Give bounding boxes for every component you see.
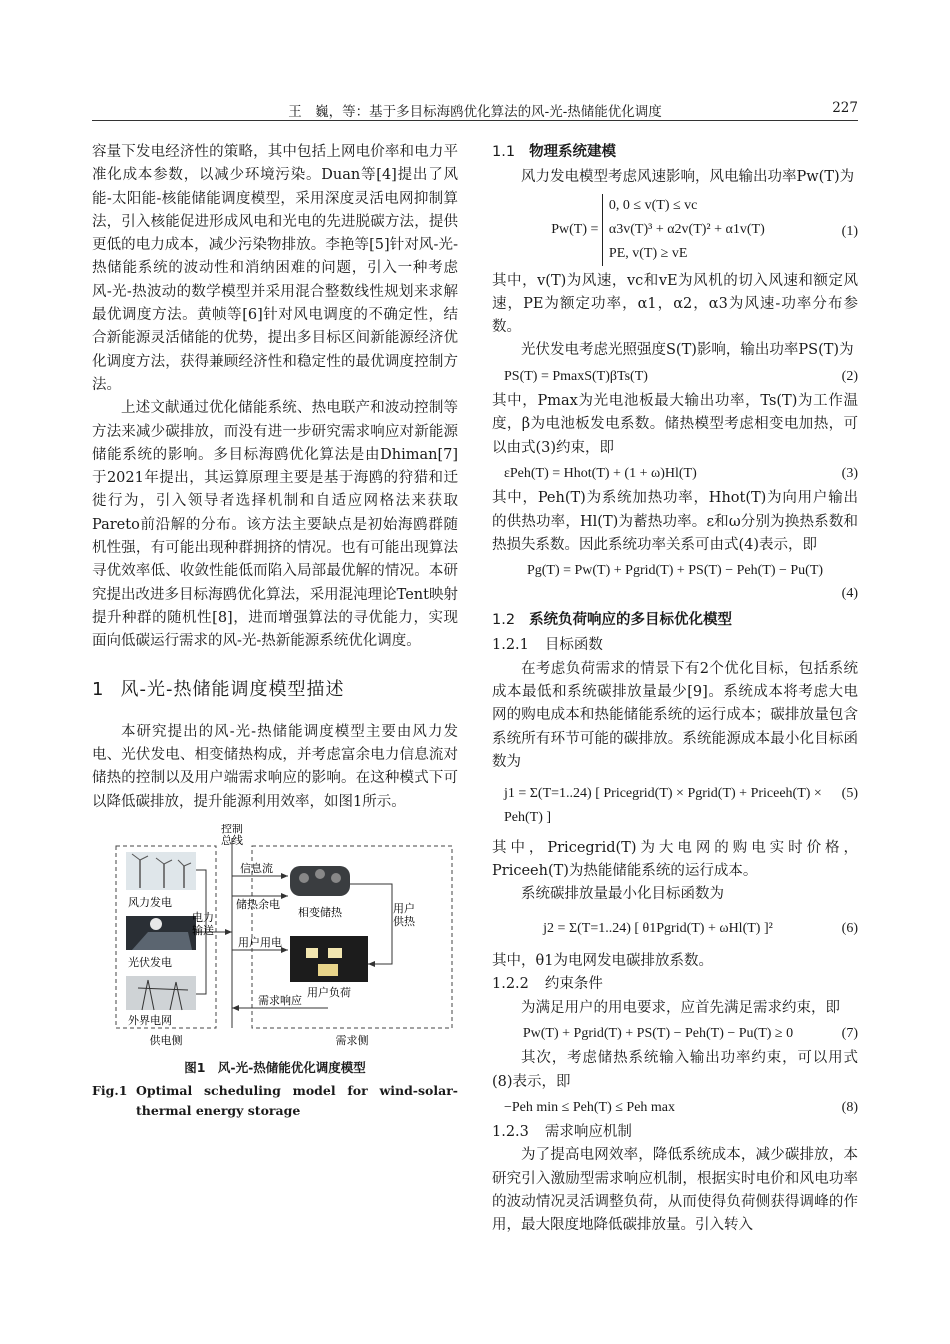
paragraph: 本研究提出的风-光-热储能调度模型主要由风力发电、光伏发电、相变储热构成，并考虑富余电力信息流对储热的控制以及用户端需求响应的影响。在这种模式下可以降低碳排放，提升能源利用效率，如图1所示。	[92, 723, 458, 810]
supply-side-label: 供电侧	[149, 1034, 183, 1048]
subsection-title: 系统负荷响应的多目标优化模型	[529, 612, 733, 629]
info-flow-label: 信息流	[240, 862, 273, 876]
subsubsection-title: 约束条件	[544, 976, 603, 993]
equation-number: (8)	[841, 1099, 858, 1115]
figure-caption-cn: 图1 风-光-热储能优化调度模型	[184, 1060, 366, 1076]
figure-caption-label: Fig.1	[92, 1083, 128, 1099]
equation-4	[492, 559, 858, 605]
solar-panel-icon	[126, 916, 196, 950]
figure-1	[92, 824, 458, 1052]
equation-number: (6)	[841, 920, 858, 936]
paragraph: 其中，Peh(T)为系统加热功率，Hhot(T)为向用户输出的供热功率，Hl(T)为蓄热功率。ε和ω分别为换热系数和热损失系数。因此系统功率关系可由式(4)表示，即	[492, 490, 858, 553]
equation-3-body: εPeh(T) = Hhot(T) + (1 + ω)Hl(T)	[504, 465, 697, 481]
paragraph: 风力发电模型考虑风速影响，风电输出功率Pw(T)为	[521, 169, 855, 186]
equation-number: (1)	[841, 223, 858, 239]
surplus-heat-label: 储热余电	[236, 898, 280, 912]
paragraph: 在考虑负荷需求的情景下有2个优化目标，包括系统成本最低和系统碳排放量最少[9]。系统成本将考虑大电网的购电成本和热能储能系统的运行成本；碳排放量包含系统所有环节可能的碳排放。系统能源成本最小化目标函数为	[492, 660, 858, 770]
equation-8	[492, 1096, 858, 1119]
figure-caption-en	[92, 1081, 458, 1121]
power-tx-label-2: 输送	[192, 924, 214, 938]
paragraph: 容量下发电经济性的策略，其中包括上网电价率和电力平准化成本参数，以减少环境污染。Duan等[4]提出了风能-太阳能-核能储能调度模型，采用深度灵活电网抑制算法，引入核能促进形成风电和光电的先进脱碳方法，提供更低的电力成本，减少污染物排放。李艳等[5]针对风-光-热储能系统的波动性和消纳困难的问题，引入一种考虑风-光-热波动的数学模型并采用混合整数线性规划来求解最优调度方法。黄帧等[6]针对风电调度的不确定性，结合新能源灵活储能的优势，提出多目标区间新能源经济优化调度方法，获得兼顾经济性和稳定性的最优调度控制方法。	[92, 144, 458, 393]
pv-label: 光伏发电	[128, 956, 172, 970]
subsection-number: 1.1	[492, 144, 516, 160]
left-column	[92, 141, 458, 1121]
equation-number: (4)	[841, 586, 858, 602]
phase-change-label: 相变储热	[298, 906, 342, 920]
subsection-number: 1.2	[492, 612, 516, 629]
grid-label: 外界电网	[128, 1014, 172, 1028]
subsubsection-heading	[492, 1121, 858, 1144]
control-bus-label-2: 总线	[221, 834, 243, 848]
equation-3	[492, 462, 858, 485]
subsubsection-number: 1.2.2	[492, 976, 529, 993]
running-header	[92, 96, 858, 121]
paragraph: 为满足用户的用电要求，应首先满足需求约束，即	[521, 999, 840, 1016]
user-load-icon	[290, 936, 368, 982]
section-heading	[92, 678, 458, 701]
equation-number: (7)	[841, 1025, 858, 1041]
subsubsection-number: 1.2.3	[492, 1124, 529, 1141]
right-column	[492, 141, 858, 1238]
paragraph: 其中，θ1为电网发电碳排放系数。	[492, 953, 713, 970]
power-grid-icon	[126, 976, 196, 1010]
equation-6	[492, 917, 858, 940]
subsubsection-heading	[492, 634, 858, 657]
subsection-heading	[492, 141, 858, 164]
paragraph: 其中，Pricegrid(T)为大电网的购电实时价格，Priceeh(T)为热能储能系统的运行成本。	[492, 839, 858, 880]
equation-1-case-3: PE, v(T) ≥ vE	[608, 245, 688, 261]
equation-1-lhs: Pw(T) =	[551, 221, 599, 237]
paragraph: 其中，v(T)为风速，vc和vE为风机的切入风速和额定风速，PE为额定功率，α1，α2，α3为风速-功率分布参数。	[492, 272, 858, 336]
subsection-title: 物理系统建模	[529, 144, 617, 160]
equation-4-body: Pg(T) = Pw(T) + Pgrid(T) + PS(T) − Peh(T) − Pu(T)	[526, 563, 824, 579]
page-number: 227	[832, 100, 858, 116]
running-title: 王 巍，等：基于多目标海鸥优化算法的风-光-热储能优化调度	[288, 104, 662, 120]
control-bus-label-1: 控制	[221, 824, 243, 836]
equation-1-case-1: 0, 0 ≤ v(T) ≤ vc	[608, 197, 698, 213]
user-load-label: 用户负荷	[307, 986, 351, 1000]
subsubsection-title: 需求响应机制	[544, 1124, 632, 1141]
user-power-label: 用户用电	[238, 936, 282, 950]
equation-1-case-2: α3v(T)³ + α2v(T)² + α1v(T)	[608, 221, 765, 237]
paragraph: 系统碳排放量最小化目标函数为	[521, 886, 724, 903]
subsubsection-number: 1.2.1	[492, 637, 529, 654]
equation-5	[492, 782, 858, 829]
equation-6-body: j2 = Σ(T=1..24) [ θ1Pgrid(T) + ωHl(T) ]²	[543, 920, 773, 936]
subsubsection-heading	[492, 973, 858, 996]
demand-side-label: 需求侧	[335, 1034, 369, 1048]
demand-response-label: 需求响应	[258, 994, 302, 1008]
power-tx-label-1: 电力	[192, 911, 214, 925]
subsection-heading	[492, 609, 858, 632]
scheduling-model-diagram	[92, 824, 458, 1052]
equation-5-body: j1 = Σ(T=1..24) [ Pricegrid(T) × Pgrid(T) + Priceeh(T) × Peh(T) ]	[504, 786, 822, 825]
equation-7-body: Pw(T) + Pgrid(T) + PS(T) − Peh(T) − Pu(T) ≥ 0	[522, 1025, 794, 1041]
equation-2-body: PS(T) = PmaxS(T)βTs(T)	[504, 368, 648, 384]
phase-change-storage-icon	[290, 866, 350, 896]
figure-caption-text: Optimal scheduling model for wind-solar-thermal energy storage	[136, 1083, 458, 1119]
paragraph: 为了提高电网效率，降低系统成本，减少碳排放，本研究引入激励型需求响应机制，根据实时电价和风电功率的波动情况灵活调整负荷，从而使得负荷侧获得调峰的作用，最大限度地降低碳排放量。引入转入	[492, 1147, 858, 1234]
equation-2	[492, 365, 858, 388]
equation-8-body: −Peh min ≤ Peh(T) ≤ Peh max	[504, 1099, 676, 1115]
paragraph: 其次，考虑储热系统输入输出功率约束，可以用式(8)表示，即	[492, 1050, 858, 1090]
user-heat-label-1: 用户	[393, 902, 415, 916]
paragraph: 上述文献通过优化储能系统、热电联产和波动控制等方法来减少碳排放，而没有进一步研究需求响应对新能源储能系统的影响。多目标海鸥优化算法是由Dhiman[7]于2021年提出，其运算原理主要是基于海鸥的狩猎和迁徙行为，引入领导者选择机制和自适应网格法来获取Pareto前沿解的分布。该方法主要缺点是初始海鸥群随机性强，有可能出现种群拥挤的情况。也有可能出现算法寻优效率低、收敛性能低而陷入局部最优解的情况。本研究提出改进多目标海鸥优化算法，采用混沌理论Tent映射提升种群的随机性[8]，进而增强算法的寻优能力，实现面向低碳运行需求的风-光-热新能源系统优化调度。	[92, 400, 458, 650]
wind-turbine-icon	[126, 852, 196, 890]
equation-number: (3)	[841, 465, 858, 481]
user-heat-label-2: 供热	[393, 915, 415, 929]
paragraph: 光伏发电考虑光照强度S(T)影响，输出功率PS(T)为	[521, 342, 854, 359]
wind-label: 风力发电	[128, 896, 172, 910]
equation-number: (2)	[841, 368, 858, 384]
equation-7	[492, 1022, 858, 1045]
equation-1-cases	[602, 194, 765, 266]
subsubsection-title: 目标函数	[544, 637, 603, 654]
equation-number: (5)	[841, 786, 858, 802]
paragraph: 其中，Pmax为光电池板最大输出功率，Ts(T)为工作温度，β为电池板发电系数。储热模型考虑相变电加热，可以由式(3)约束，即	[492, 393, 858, 456]
section-title: 风-光-热储能调度模型描述	[120, 678, 345, 700]
section-number: 1	[92, 678, 105, 700]
equation-1	[492, 194, 858, 266]
